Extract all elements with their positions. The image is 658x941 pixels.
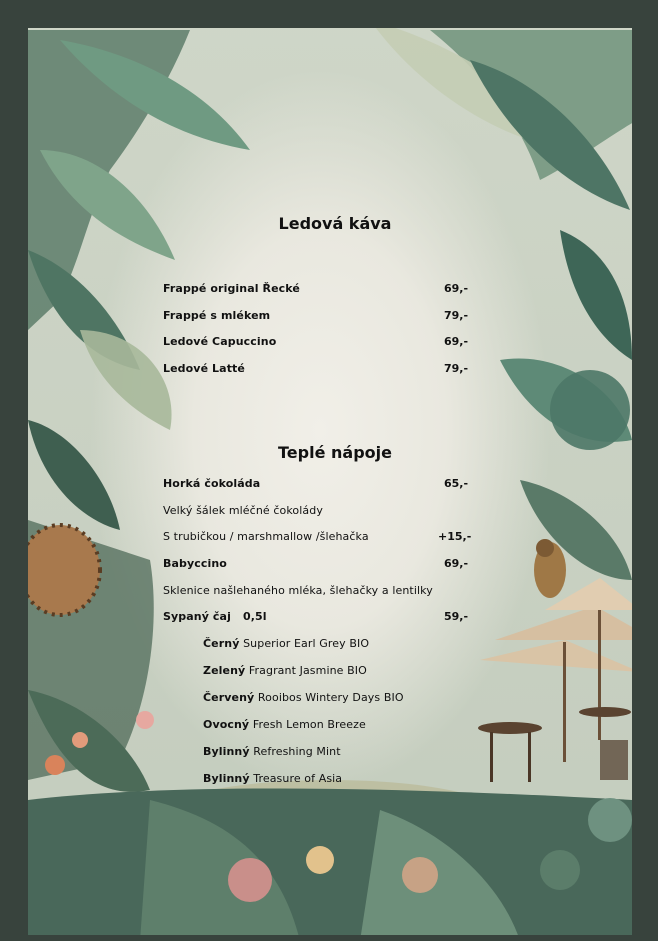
menu-item-description: Velký šálek mléčné čokolády [163,504,323,517]
menu-item-name: Horká čokoláda [163,477,261,490]
tea-name: Treasure of Asia [253,772,343,785]
tea-kind: Černý [203,637,240,650]
section-title-hot-drinks: Teplé nápoje [278,443,392,462]
menu-item-name: Frappé original Řecké [163,282,300,295]
tea-kind: Červený [203,691,255,704]
menu-item-volume: 0,5l [243,610,267,623]
menu-item-price: 69,- [444,557,469,570]
menu-item-price: 79,- [444,362,469,375]
menu-item-name: Frappé s mlékem [163,309,271,322]
tea-variant [203,691,404,704]
section-title-iced-coffee: Ledová káva [278,214,392,233]
tea-kind: Zelený [203,664,246,677]
tea-variant [203,772,342,785]
menu-item-price: 69,- [444,282,469,295]
tea-variant [203,718,366,731]
menu-addon-price: +15,- [438,530,472,543]
tea-kind: Bylinný [203,745,250,758]
tea-name: Refreshing Mint [253,745,341,758]
tea-variant [203,637,369,650]
tea-variant [203,664,367,677]
menu-item-description: Sklenice našlehaného mléka, šlehačky a lentilky [163,584,433,597]
menu-item-price: 59,- [444,610,469,623]
menu-item-price: 79,- [444,309,469,322]
tea-kind: Bylinný [203,772,250,785]
menu-item-name: Ledové Capuccino [163,335,277,348]
tea-variant [203,745,341,758]
tea-name: Superior Earl Grey BIO [243,637,370,650]
tea-name: Fragrant Jasmine BIO [248,664,367,677]
menu-item-price: 69,- [444,335,469,348]
menu-item-name: Ledové Latté [163,362,245,375]
menu-addon-text: S trubičkou / marshmallow /šlehačka [163,530,369,543]
tea-kind: Ovocný [203,718,250,731]
tea-name: Rooibos Wintery Days BIO [257,691,404,704]
menu-item-price: 65,- [444,477,469,490]
menu-item-name: Sypaný čaj [163,610,231,623]
menu-item-name: Babyccino [163,557,227,570]
tea-name: Fresh Lemon Breeze [252,718,366,731]
